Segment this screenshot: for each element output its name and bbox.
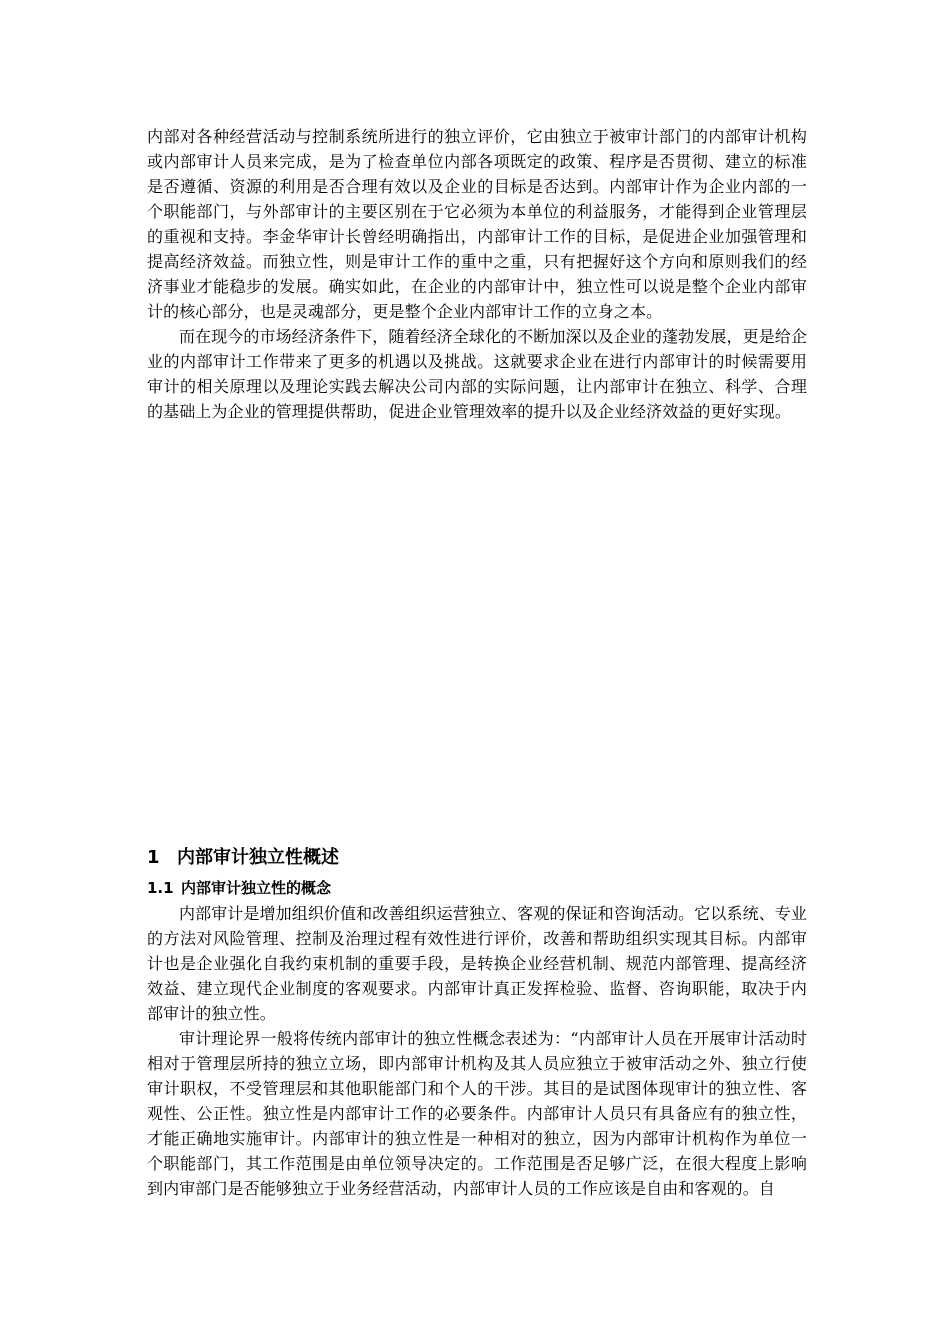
section-title: 内部审计独立性概述	[177, 847, 339, 868]
subsection-paragraph-1: 内部审计是增加组织价值和改善组织运营独立、客观的保证和咨询活动。它以系统、专业的方法对风险管理、控制及治理过程有效性进行评价，改善和帮助组织实现其目标。内部审计也是企业强化自我约束机制的重要手段，是转换企业经营机制、规范内部管理、提高经济效益、建立现代企业制度的客观要求。内部审计真正发挥检验、监督、咨询职能，取决于内部审计的独立性。	[147, 904, 807, 1023]
section-heading	[147, 845, 807, 871]
subsection-title: 内部审计独立性的概念	[181, 879, 332, 897]
subsection-number: 1.1	[147, 879, 174, 897]
intro-paragraph-1: 内部对各种经营活动与控制系统所进行的独立评价，它由独立于被审计部门的内部审计机构或内部审计人员来完成，是为了检查单位内部各项既定的政策、程序是否贯彻、建立的标准是否遵循、资源的利用是否合理有效以及企业的目标是否达到。内部审计作为企业内部的一个职能部门，与外部审计的主要区别在于它必须为本单位的利益服务，才能得到企业管理层的重视和支持。李金华审计长曾经明确指出，内部审计工作的目标，是促进企业加强管理和提高经济效益。而独立性，则是审计工作的重中之重，只有把握好这个方向和原则我们的经济事业才能稳步的发展。确实如此，在企业的内部审计中，独立性可以说是整个企业内部审计的核心部分，也是灵魂部分，更是整个企业内部审计工作的立身之本。	[147, 127, 807, 321]
subsection-heading	[147, 877, 807, 899]
section-number: 1	[147, 847, 160, 868]
subsection-paragraph-2: 审计理论界一般将传统内部审计的独立性概念表述为：“内部审计人员在开展审计活动时相对于管理层所持的独立立场，即内部审计机构及其人员应独立于被审活动之外、独立行使审计职权，不受管理层和其他职能部门和个人的干涉。其目的是试图体现审计的独立性、客观性、公正性。独立性是内部审计工作的必要条件。内部审计人员只有具备应有的独立性，才能正确地实施审计。内部审计的独立性是一种相对的独立，因为内部审计机构作为单位一个职能部门，其工作范围是由单位领导决定的。工作范围是否足够广泛，在很大程度上影响到内审部门是否能够独立于业务经营活动，内部审计人员的工作应该是自由和客观的。自	[147, 1029, 807, 1198]
section-1	[147, 845, 807, 1201]
intro-paragraph-2: 而在现今的市场经济条件下，随着经济全球化的不断加深以及企业的蓬勃发展，更是给企业的内部审计工作带来了更多的机遇以及挑战。这就要求企业在进行内部审计的时候需要用审计的相关原理以及理论实践去解决公司内部的实际问题，让内部审计在独立、科学、合理的基础上为企业的管理提供帮助，促进企业管理效率的提升以及企业经济效益的更好实现。	[147, 327, 807, 421]
intro-text	[147, 124, 807, 424]
